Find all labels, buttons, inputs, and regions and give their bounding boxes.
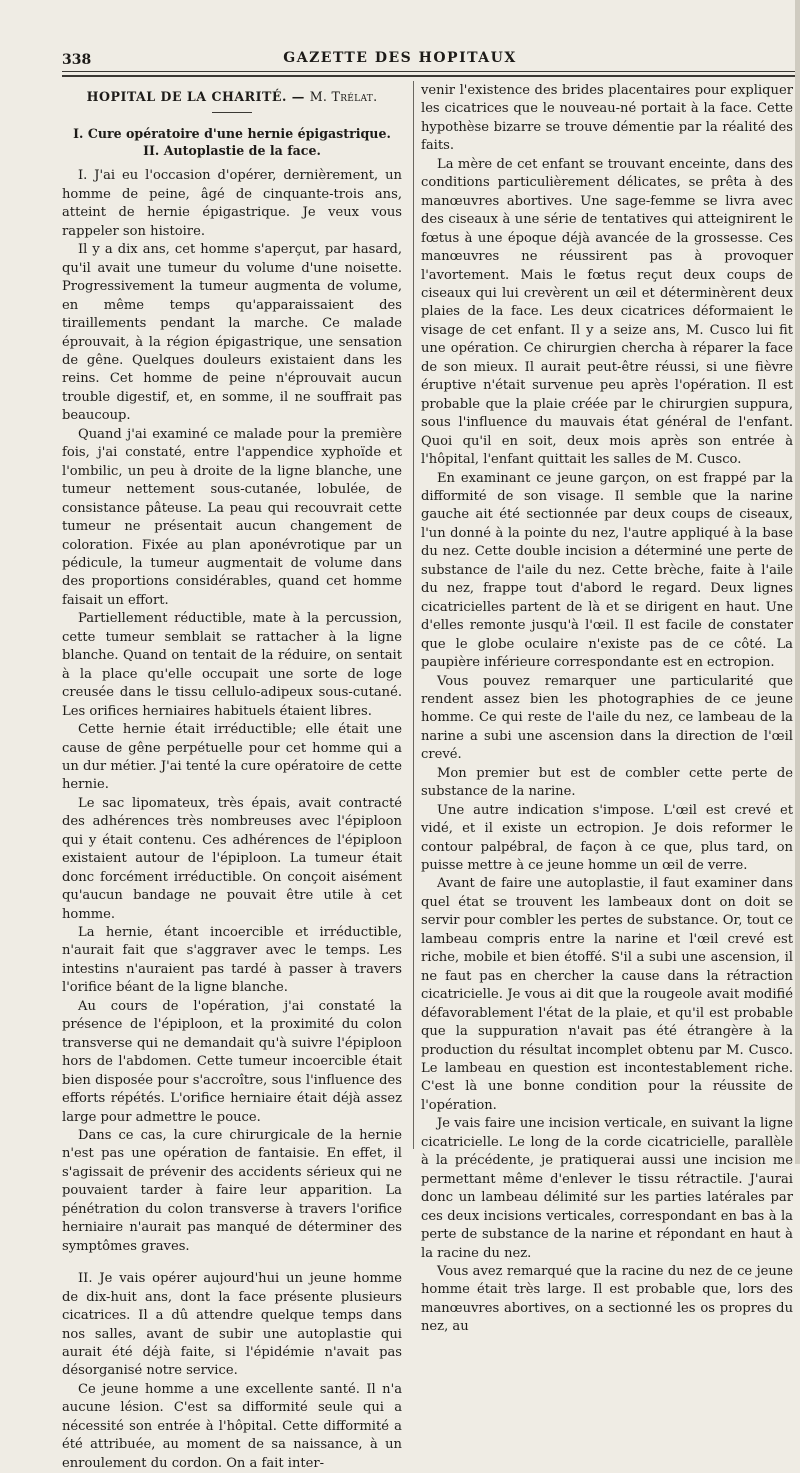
right-column bbox=[421, 82, 793, 1335]
paragraph: Partiellement réductible, mate à la percussion, cette tumeur semblait se rattacher à la ligne blanche. Quand on tentait de la réduire, on sentait à la place qu'elle occupait une sorte de loge creusée dans le tissu cellulo-adipeux sous-cutané. Les orifices herniaires habituels étaient libres. bbox=[62, 611, 402, 719]
page-number: 338 bbox=[62, 52, 92, 68]
heading-rule bbox=[212, 112, 252, 113]
paragraph: Vous avez remarqué que la racine du nez de ce jeune homme était très large. Il est probable que, lors des manœuvres abortives, on a sectionné les os propres du nez, au bbox=[421, 1264, 793, 1335]
paragraph: En examinant ce jeune garçon, on est frappé par la difformité de son visage. Il semble que la narine gauche ait été sectionnée par deux coups de ciseaux, l'un donné à la pointe du nez, l'autre appliqué à la base du nez. Cette double incision a déterminé une perte de substance de l'aile du nez. Cette brèche, faite à l'aile du nez, frappe tout d'abord le regard. Deux lignes cicatricielles partent de là et se dirigent en haut. Une d'elles remonte jusqu'à l'œil. Il est facile de constater que le globe oculaire n'existe pas de ce côté. La paupière inférieure correspondante est en ectropion. bbox=[421, 470, 793, 671]
header-rule bbox=[62, 71, 795, 72]
hospital-name: HOPITAL DE LA CHARITÉ. — bbox=[86, 89, 305, 104]
paragraph: Une autre indication s'impose. L'œil est crevé et vidé, et il existe un ectropion. Je dois reformer le contour palpébral, de façon à ce que, plus tard, on puisse mettre à ce jeune homme un œil de verre. bbox=[421, 802, 793, 874]
paragraph: Je vais faire une incision verticale, en suivant la ligne cicatricielle. Le long de la corde cicatricielle, parallèle à la précédente, je pratiquerai aussi une incision me permettant même d'enlever le tissu rétractile. J'aurai donc un lambeau délimité sur les parties latérales par ces deux incisions verticales, correspondant en bas à la perte de substance de la narine et répondant en haut à la racine du nez. bbox=[421, 1116, 793, 1261]
paragraph: II. Je vais opérer aujourd'hui un jeune homme de dix-huit ans, dont la face présente plusieurs cicatrices. Il a dû attendre quelque temps dans nos salles, avant de subir une autoplastie qui aurait été déjà faite, si l'épidémie n'avait pas désorganisé notre service. bbox=[62, 1271, 402, 1379]
paragraph: Mon premier but est de combler cette perte de substance de la narine. bbox=[421, 765, 793, 800]
page-edge bbox=[795, 0, 800, 1164]
paragraph: Au cours de l'opération, j'ai constaté la présence de l'épiploon, et la proximité du colon transverse qui ne demandait qu'à suivre l'épiploon hors de l'abdomen. Cette tumeur incoercible était bien disposée pour s'accroître, sous l'influence des efforts répétés. L'orifice herniaire était déjà assez large pour admettre le pouce. bbox=[62, 998, 402, 1125]
paragraph: Avant de faire une autoplastie, il faut examiner dans quel état se trouvent les lambeaux dont on doit se servir pour combler les pertes de substance. Or, tout ce lambeau compris entre la narine et l'œil crevé est riche, mobile et bien étoffé. S'il a subi une ascension, il ne faut pas en chercher la cause dans la rétraction cicatricielle. Je vous ai dit que la rougeole avait modifié défavorablement l'état de la plaie, et qu'il est probable que la suppuration n'avait pas été étrangère à la production du résultat incomplet obtenu par M. Cusco. Le lambeau en question est incontestablement riche. C'est là une bonne condition pour la réussite de l'opération. bbox=[421, 876, 793, 1113]
article-heading bbox=[62, 88, 402, 106]
article-subtitles bbox=[62, 125, 402, 159]
paragraph: I. J'ai eu l'occasion d'opérer, dernièrement, un homme de peine, âgé de cinquante-trois ans, atteint de hernie épigastrique. Je veux vous rappeler son histoire. bbox=[62, 168, 402, 239]
paragraph: Ce jeune homme a une excellente santé. Il n'a aucune lésion. C'est sa difformité seule qui a nécessité son entrée à l'hôpital. Cette difformité a été attribuée, au moment de sa naissance, à un enroulement du cordon. On a fait inter- bbox=[62, 1381, 402, 1471]
paragraph: Cette hernie était irréductible; elle était une cause de gêne perpétuelle pour cet homme qui a un dur métier. J'ai tenté la cure opératoire de cette hernie. bbox=[62, 722, 402, 793]
paragraph: Vous pouvez remarquer une particularité que rendent assez bien les photographies de ce jeune homme. Ce qui reste de l'aile du nez, ce lambeau de la narine a subi une ascension dans la direction de l'œil crevé. bbox=[421, 673, 793, 763]
paragraph: Dans ce cas, la cure chirurgicale de la hernie n'est pas une opération de fantaisie. En effet, il s'agissait de prévenir des accidents sérieux qui ne pouvaient tarder à faire leur apparition. La pénétration du colon transverse à travers l'orifice herniaire n'aurait pas manqué de déterminer des symptômes graves. bbox=[62, 1128, 402, 1254]
subtitle-autoplasty: II. Autoplastie de la face. bbox=[143, 143, 321, 159]
paragraph: Quand j'ai examiné ce malade pour la première fois, j'ai constaté, entre l'appendice xyphoïde et l'ombilic, un peu à droite de la ligne blanche, une tumeur nettement sous-cutanée, lobulée, de consistance pâteuse. La peau qui recouvrait cette tumeur ne présentait aucun changement de coloration. Fixée au plan aponévrotique par un pédicule, la tumeur augmentait de volume dans des proportions considérables, quand cet homme faisait un effort. bbox=[62, 426, 402, 608]
column-divider bbox=[413, 81, 414, 1149]
header-rule-double bbox=[62, 75, 795, 77]
left-column bbox=[62, 82, 402, 1471]
subtitle-hernia: I. Cure opératoire d'une hernie épigastrique. bbox=[73, 126, 391, 142]
paragraph: La mère de cet enfant se trouvant enceinte, dans des conditions particulièrement délicates, se prêta à des manœuvres abortives. Une sage-femme se livra avec des ciseaux à une série de tentatives qui atteignirent le fœtus à une époque déjà avancée de la grossesse. Ces manœuvres ne réussirent pas à provoquer l'avortement. Mais le fœtus reçut deux coups de ciseaux qui lui crevèrent un œil et déterminèrent deux plaies de la face. Les deux cicatrices déformaient le visage de cet enfant. Il y a seize ans, M. Cusco lui fit une opération. Ce chirurgien chercha à réparer la face de son mieux. Il aurait peut-être réussi, si une fièvre éruptive n'était survenue peu après l'opération. Il est probable que la plaie créée par le chirurgien suppura, sous l'influence du mauvais état général de l'enfant. Quoi qu'il en soit, deux mois après son entrée à l'hôpital, l'enfant quittait les salles de M. Cusco. bbox=[421, 156, 793, 468]
article-author: M. Trélat. bbox=[309, 89, 378, 104]
paragraph: Le sac lipomateux, très épais, avait contracté des adhérences très nombreuses avec l'épiploon qui y était contenu. Ces adhérences de l'épiploon existaient autour de l'épiploon. La tumeur était donc forcément irréductible. On conçoit aisément qu'aucun bandage ne pouvait être utile à cet homme. bbox=[62, 795, 402, 922]
paragraph: venir l'existence des brides placentaires pour expliquer les cicatrices que le nouveau-né portait à la face. Cette hypothèse bizarre se trouve démentie par la réalité des faits. bbox=[421, 83, 793, 154]
journal-title: GAZETTE DES HOPITAUX bbox=[283, 50, 517, 66]
paragraph: La hernie, étant incoercible et irréductible, n'aurait fait que s'aggraver avec le temps. Les intestins n'auraient pas tardé à passer à travers l'orifice béant de la ligne blanche. bbox=[62, 925, 402, 996]
paragraph: Il y a dix ans, cet homme s'aperçut, par hasard, qu'il avait une tumeur du volume d'une noisette. Progressivement la tumeur augmenta de volume, en même temps qu'apparaissaient des tiraillements pendant la marche. Ce malade éprouvait, à la région épigastrique, une sensation de gêne. Quelques douleurs existaient dans les reins. Cet homme de peine n'éprouvait aucun trouble digestif, et, en somme, il ne souffrait pas beaucoup. bbox=[62, 242, 402, 424]
